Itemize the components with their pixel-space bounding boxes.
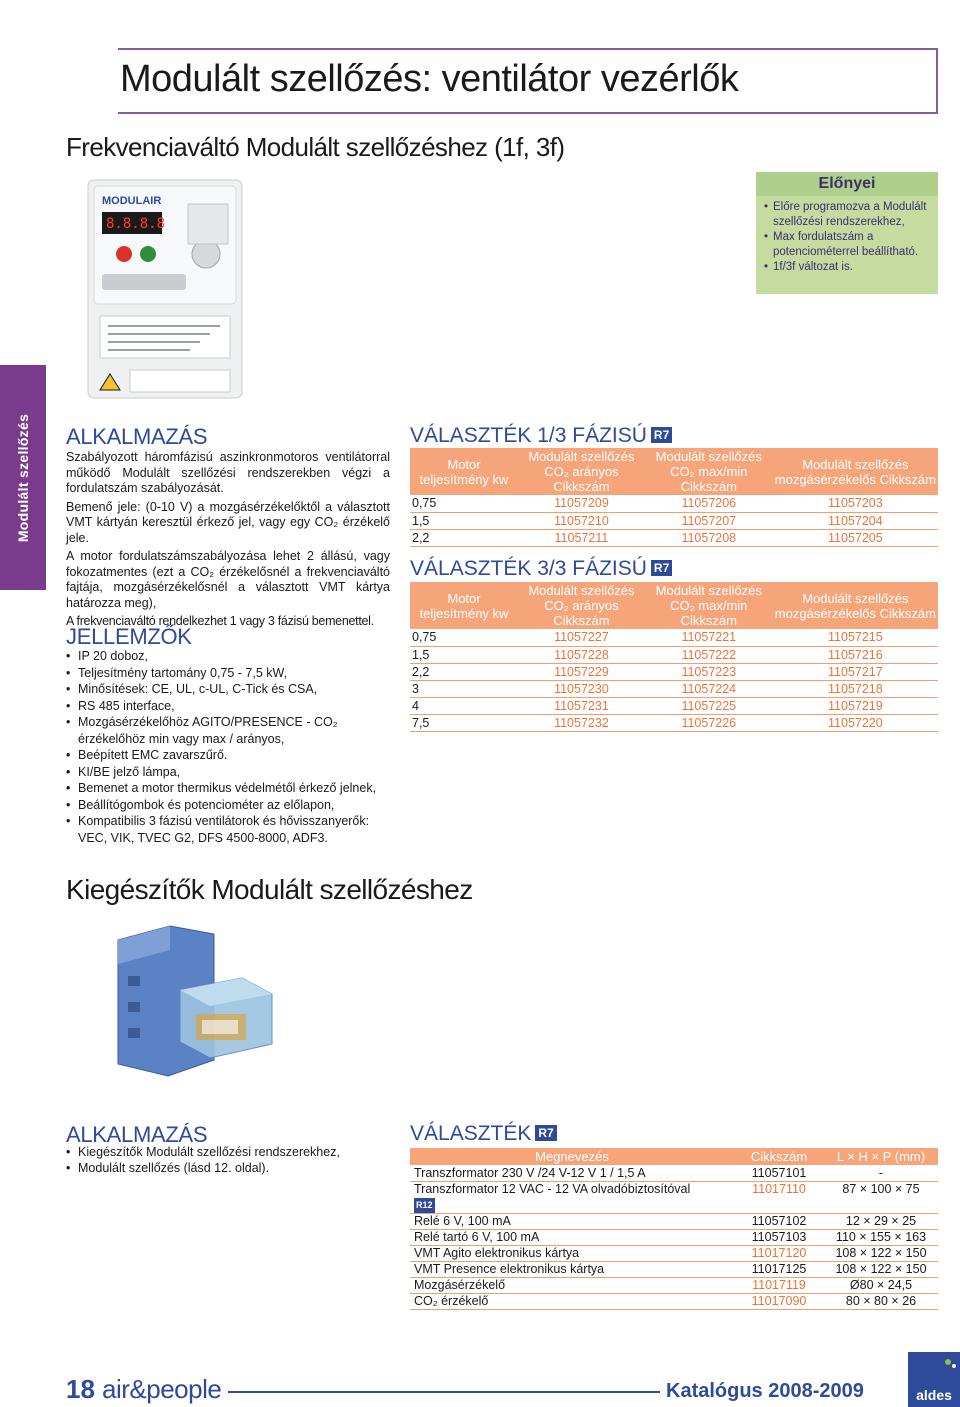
part-number-cell: 11017090 — [734, 1293, 824, 1309]
column-header: Motor teljesítmény kw — [410, 448, 518, 495]
feature-item: • Kompatibilis 3 fázisú ventilátorok és hővisszanyerők: VEC, VIK, TVEC G2, DFS 4500-8000, ADF3. — [66, 813, 390, 846]
feature-item: • IP 20 doboz, — [66, 648, 390, 665]
dimensions-cell: 12 × 29 × 25 — [824, 1213, 938, 1229]
table-row — [410, 1293, 938, 1309]
application-paragraph: A frekvenciaváltó rendelkezhet 1 vagy 3 fázisú bemenettel. — [66, 614, 374, 628]
table-row — [410, 1213, 938, 1229]
motor-power-cell: 2,2 — [410, 529, 518, 546]
table-header-row — [410, 448, 938, 495]
feature-item: • Beállítógombok és potenciométer az előlapon, — [66, 797, 390, 814]
features-list — [66, 648, 390, 846]
table-row — [410, 1261, 938, 1277]
table-row — [410, 680, 938, 697]
feature-item: • Mozgásérzékelőhöz AGITO/PRESENCE - CO₂ érzékelőhöz min vagy max / arányos, — [66, 714, 390, 747]
application-paragraph: A motor fordulatszámszabályozása lehet 2 állású, vagy fokozatmentes (ezt a CO₂ érzékelősnél a frekvenciaváltó fajtája, mozgásérzékelősnél a választott VMT kártya határozza meg), — [66, 549, 390, 610]
r7-badge: R7 — [651, 560, 672, 576]
part-number-cell: 11057227 — [518, 629, 645, 646]
table-row — [410, 714, 938, 731]
column-header: Modulált szellőzés CO₂ max/min Cikkszám — [645, 582, 773, 629]
aldes-logo-text: aldes — [916, 1387, 952, 1403]
product-name-cell: Relé 6 V, 100 mA — [410, 1213, 734, 1229]
table-row — [410, 1229, 938, 1245]
part-number-cell: 11057204 — [773, 512, 938, 529]
product-display: 8.8.8.8 — [106, 216, 166, 232]
part-number-cell: 11057211 — [518, 529, 645, 546]
product-name-cell: VMT Agito elektronikus kártya — [410, 1245, 734, 1261]
feature-item: • Teljesítmény tartomány 0,75 - 7,5 kW, — [66, 665, 390, 682]
part-number-cell: 11057215 — [773, 629, 938, 646]
r12-badge: R12 — [414, 1198, 435, 1213]
part-number-cell: 11017119 — [734, 1277, 824, 1293]
part-number-cell: 11057209 — [518, 495, 645, 512]
motor-power-cell: 3 — [410, 680, 518, 697]
column-header: Motor teljesítmény kw — [410, 582, 518, 629]
features-heading: JELLEMZŐK — [66, 624, 192, 649]
feature-item: • Bemenet a motor thermikus védelmétől érkező jelnek, — [66, 780, 390, 797]
motor-power-cell: 2,2 — [410, 663, 518, 680]
product-name-cell: CO₂ érzékelő — [410, 1293, 734, 1309]
table-row — [410, 1277, 938, 1293]
application-item: • Kiegészítők Modulált szellőzési rendszerekhez, — [66, 1144, 390, 1160]
part-number-cell: 11057222 — [645, 646, 773, 663]
catalog-label: Katalógus 2008-2009 — [666, 1380, 864, 1402]
selection-1phase-table — [410, 448, 938, 547]
column-header: Modulált szellőzés mozgásérzékelős Cikkszám — [773, 448, 938, 495]
accessories-selection-heading — [410, 1122, 557, 1146]
feature-item: • Minősítések: CE, UL, c-UL, C-Tick és CSA, — [66, 681, 390, 698]
motor-power-cell: 7,5 — [410, 714, 518, 731]
part-number-cell: 11057217 — [773, 663, 938, 680]
application-paragraph: Bemenő jele: (0-10 V) a mozgásérzékelőktől a választott VMT kártyán keresztül érkező jel, vagy egy CO₂ érzékelő jele. — [66, 499, 390, 545]
part-number-cell: 11057101 — [734, 1165, 824, 1181]
part-number-cell: 11057228 — [518, 646, 645, 663]
benefit-item: • 1f/3f változat is. — [764, 260, 932, 275]
part-number-cell: 11057207 — [645, 512, 773, 529]
application-paragraph: Szabályozott háromfázisú aszinkronmotoros ventilátorral működő Modulált szellőzési rendszerekben végzi a fordulatszám szabályozását. — [66, 450, 390, 495]
dimensions-cell: Ø80 × 24,5 — [824, 1277, 938, 1293]
column-header: Megnevezés — [410, 1148, 734, 1165]
product-name-cell: Relé tartó 6 V, 100 mA — [410, 1229, 734, 1245]
part-number-cell: 11017110 — [734, 1181, 824, 1213]
part-number-cell: 11057232 — [518, 714, 645, 731]
side-tab — [0, 0, 46, 1407]
column-header: Modulált szellőzés CO₂ arányos Cikkszám — [518, 582, 645, 629]
benefits-box — [756, 172, 938, 294]
feature-item: • Beépített EMC zavarszűrő. — [66, 747, 390, 764]
selection-3phase-title: VÁLASZTÉK 3/3 FÁZISÚ — [410, 557, 647, 580]
part-number-cell: 11057206 — [645, 495, 773, 512]
motor-power-cell: 0,75 — [410, 495, 518, 512]
r7-badge: R7 — [651, 427, 672, 443]
side-tab-label: Modulált szellőzés — [15, 413, 31, 542]
page-subtitle: Frekvenciaváltó Modulált szellőzéshez (1f, 3f) — [66, 132, 565, 162]
table-row — [410, 646, 938, 663]
product-name: Transzformator 12 VAC - 12 VA olvadóbiztosítóval — [414, 1181, 691, 1196]
table-row — [410, 663, 938, 680]
column-header: Modulált szellőzés CO₂ max/min Cikkszám — [645, 448, 773, 495]
part-number-cell: 11057226 — [645, 714, 773, 731]
part-number-cell: 11057221 — [645, 629, 773, 646]
application-item: • Modulált szellőzés (lásd 12. oldal). — [66, 1160, 390, 1176]
part-number-cell: 11057219 — [773, 697, 938, 714]
logo-mark-icon — [908, 1352, 960, 1382]
motor-power-cell: 1,5 — [410, 646, 518, 663]
side-tab-label-wrap — [0, 365, 46, 590]
table-row — [410, 1181, 938, 1213]
selection-1phase-heading — [410, 424, 672, 448]
dimensions-cell: 108 × 122 × 150 — [824, 1261, 938, 1277]
relay-and-socket-image — [110, 920, 280, 1080]
application-heading: ALKALMAZÁS — [66, 424, 208, 449]
accessories-table — [410, 1148, 938, 1310]
part-number-cell: 11057224 — [645, 680, 773, 697]
footer-brand: air&people — [102, 1374, 222, 1404]
motor-power-cell: 1,5 — [410, 512, 518, 529]
accessories-application-list — [66, 1144, 390, 1176]
product-brand-text: MODULAIR — [102, 195, 162, 207]
aldes-logo — [908, 1352, 960, 1407]
part-number-cell: 11017125 — [734, 1261, 824, 1277]
frequency-converter-image — [80, 178, 250, 400]
part-number-cell: 11017120 — [734, 1245, 824, 1261]
benefit-item: • Max fordulatszám a potenciométerrel beállítható. — [764, 230, 932, 260]
dimensions-cell: 108 × 122 × 150 — [824, 1245, 938, 1261]
table-row — [410, 512, 938, 529]
selection-1phase-title: VÁLASZTÉK 1/3 FÁZISÚ — [410, 424, 647, 447]
motor-power-cell: 4 — [410, 697, 518, 714]
dimensions-cell: - — [824, 1165, 938, 1181]
part-number-cell: 11057225 — [645, 697, 773, 714]
column-header: L × H × P (mm) — [824, 1148, 938, 1165]
accessories-selection-title: VÁLASZTÉK — [410, 1122, 532, 1145]
table-row — [410, 1245, 938, 1261]
benefit-item: • Előre programozva a Modulált szellőzési rendszerekhez, — [764, 200, 932, 230]
table-header-row — [410, 1148, 938, 1165]
table-row — [410, 629, 938, 646]
feature-item: • RS 485 interface, — [66, 698, 390, 715]
benefits-title: Előnyei — [756, 172, 938, 196]
accessories-application-heading: ALKALMAZÁS — [66, 1122, 208, 1147]
column-header: Modulált szellőzés mozgásérzékelős Cikkszám — [773, 582, 938, 629]
motor-power-cell: 0,75 — [410, 629, 518, 646]
part-number-cell: 11057229 — [518, 663, 645, 680]
part-number-cell: 11057203 — [773, 495, 938, 512]
product-name-cell: VMT Presence elektronikus kártya — [410, 1261, 734, 1277]
column-header: Modulált szellőzés CO₂ arányos Cikkszám — [518, 448, 645, 495]
product-name-cell: Transzformator 230 V /24 V-12 V 1 / 1,5 A — [410, 1165, 734, 1181]
dimensions-cell: 110 × 155 × 163 — [824, 1229, 938, 1245]
part-number-cell: 11057205 — [773, 529, 938, 546]
accessories-title: Kiegészítők Modulált szellőzéshez — [66, 874, 473, 905]
feature-item: • KI/BE jelző lámpa, — [66, 764, 390, 781]
product-name-cell — [410, 1181, 734, 1213]
part-number-cell: 11057102 — [734, 1213, 824, 1229]
benefits-list — [756, 196, 938, 275]
dimensions-cell: 87 × 100 × 75 — [824, 1181, 938, 1213]
r7-badge: R7 — [535, 1125, 556, 1141]
part-number-cell: 11057103 — [734, 1229, 824, 1245]
table-row — [410, 697, 938, 714]
application-text — [66, 450, 390, 633]
part-number-cell: 11057208 — [645, 529, 773, 546]
page-title: Modulált szellőzés: ventilátor vezérlők — [120, 58, 739, 100]
table-row — [410, 495, 938, 512]
part-number-cell: 11057231 — [518, 697, 645, 714]
part-number-cell: 11057210 — [518, 512, 645, 529]
dimensions-cell: 80 × 80 × 26 — [824, 1293, 938, 1309]
part-number-cell: 11057223 — [645, 663, 773, 680]
table-header-row — [410, 582, 938, 629]
selection-3phase-heading — [410, 557, 672, 581]
part-number-cell: 11057218 — [773, 680, 938, 697]
table-row — [410, 1165, 938, 1181]
footer-divider — [228, 1391, 660, 1393]
column-header: Cikkszám — [734, 1148, 824, 1165]
part-number-cell: 11057216 — [773, 646, 938, 663]
part-number-cell: 11057220 — [773, 714, 938, 731]
part-number-cell: 11057230 — [518, 680, 645, 697]
page-number: 18 — [66, 1374, 95, 1404]
selection-3phase-table — [410, 582, 938, 732]
product-name-cell: Mozgásérzékelő — [410, 1277, 734, 1293]
table-row — [410, 529, 938, 546]
